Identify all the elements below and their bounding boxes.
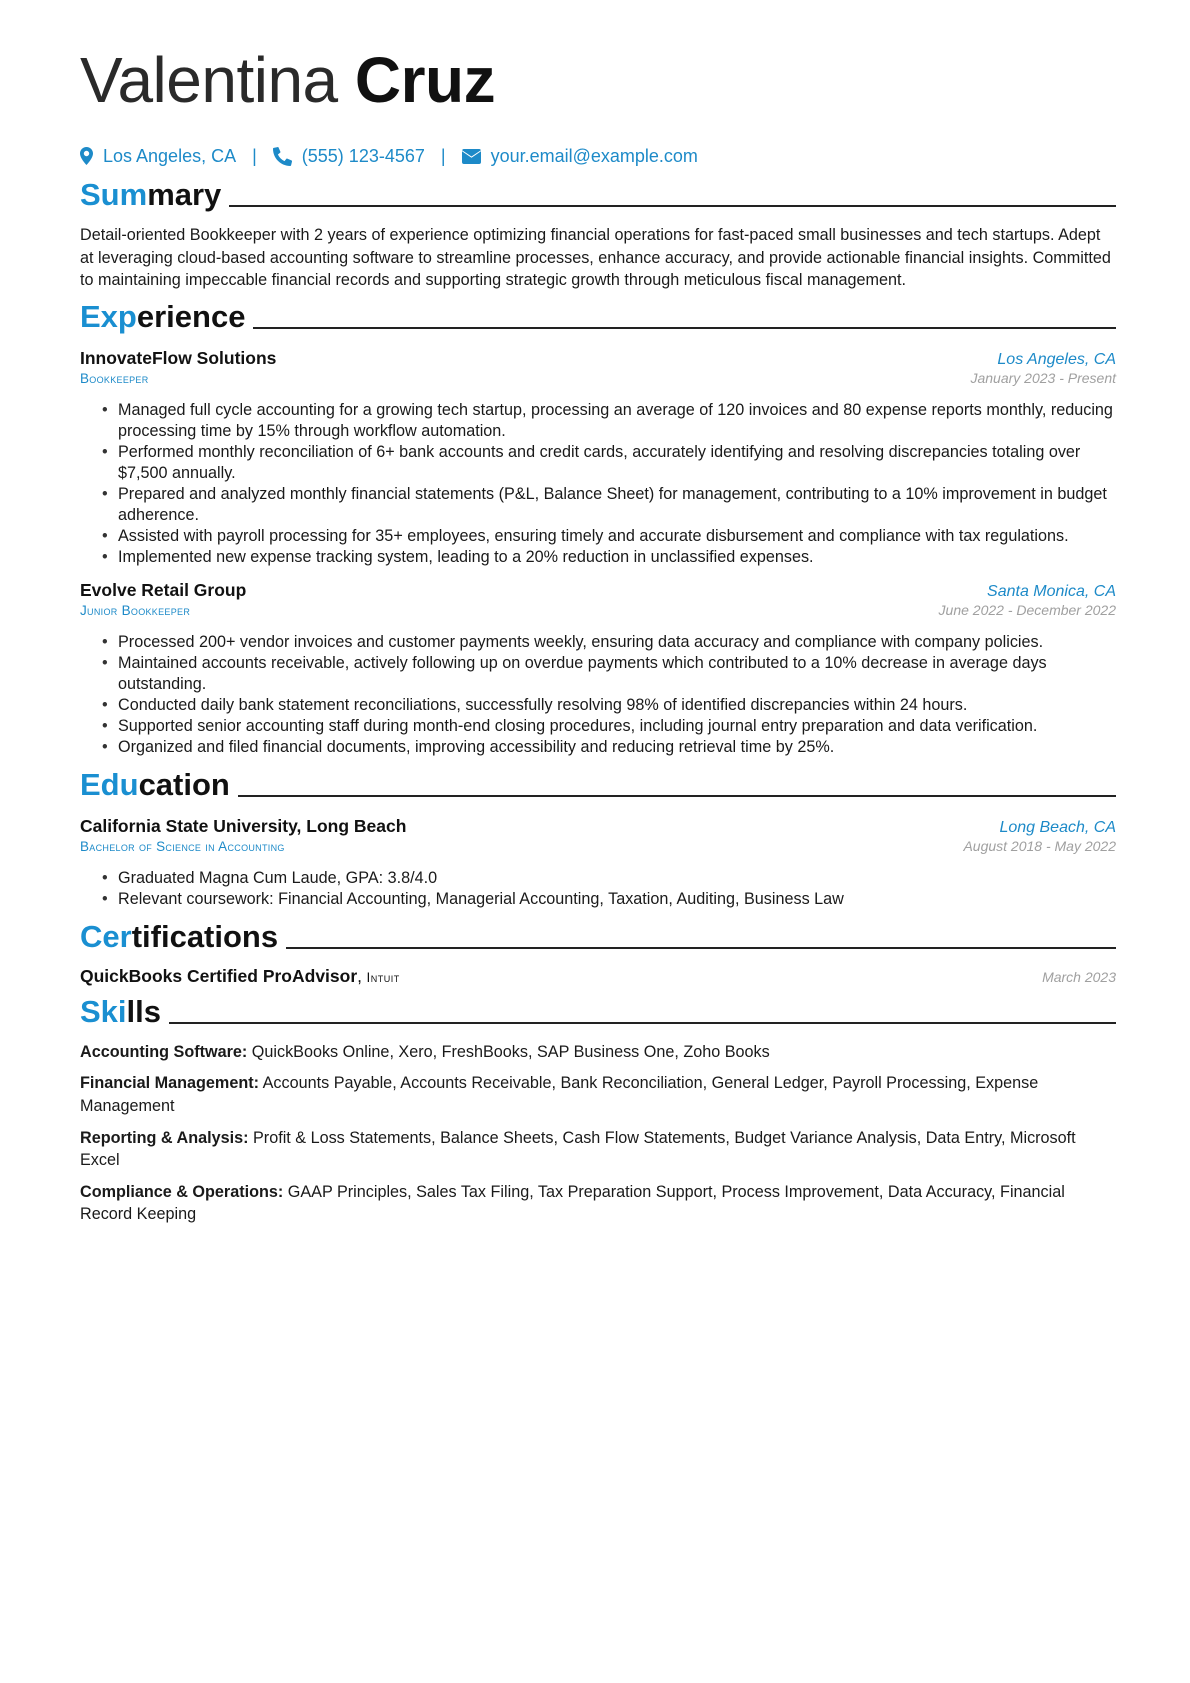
phone-icon bbox=[273, 147, 292, 166]
first-name: Valentina bbox=[80, 44, 338, 116]
list-item: • Supported senior accounting staff during month-end closing procedures, including journal entry preparation and data verification. bbox=[118, 716, 1116, 737]
degree: Bachelor of Science in Accounting bbox=[80, 838, 285, 854]
certification-issuer: Intuit bbox=[366, 969, 400, 985]
job-entry bbox=[80, 580, 1116, 758]
skill-label: Financial Management: bbox=[80, 1074, 259, 1093]
list-item: • Implemented new expense tracking system, leading to a 20% reduction in unclassified expenses. bbox=[118, 547, 1116, 568]
skill-value: Accounts Payable, Accounts Receivable, Bank Reconciliation, General Ledger, Payroll Processing, Expense Management bbox=[80, 1074, 1039, 1115]
skill-value: GAAP Principles, Sales Tax Filing, Tax Preparation Support, Process Improvement, Data Accuracy, Financial Record Keeping bbox=[80, 1182, 1065, 1224]
job-location: Los Angeles, CA bbox=[997, 350, 1116, 368]
envelope-icon bbox=[462, 149, 481, 164]
resume-page bbox=[80, 0, 1116, 1235]
education-entry bbox=[80, 816, 1116, 910]
job-bullets bbox=[80, 400, 1116, 568]
section-title: Education bbox=[80, 766, 230, 802]
section-rule bbox=[286, 947, 1116, 949]
email-text: your.email@example.com bbox=[490, 145, 698, 166]
section-rule bbox=[229, 205, 1116, 207]
education-bullets bbox=[80, 868, 1116, 910]
section-title: Skills bbox=[80, 993, 161, 1029]
resume-name bbox=[80, 40, 1116, 120]
certification-date: March 2023 bbox=[1042, 968, 1116, 985]
education-dates: August 2018 - May 2022 bbox=[963, 837, 1116, 854]
list-item: • Performed monthly reconciliation of 6+ bank accounts and credit cards, accurately identifying and resolving discrepancies totaling over $7,500 annually. bbox=[118, 442, 1116, 484]
section-rule bbox=[169, 1022, 1116, 1024]
job-entry bbox=[80, 348, 1116, 568]
section-title: Certifications bbox=[80, 918, 279, 954]
contact-line bbox=[80, 144, 1116, 168]
list-item: • Processed 200+ vendor invoices and customer payments weekly, ensuring data accuracy and compliance with company policies. bbox=[118, 632, 1116, 653]
school-name: California State University, Long Beach bbox=[80, 815, 407, 836]
skill-row bbox=[80, 1181, 1116, 1226]
job-bullets bbox=[80, 632, 1116, 758]
contact-location bbox=[80, 146, 236, 167]
location-text: Los Angeles, CA bbox=[103, 145, 237, 166]
company-name: Evolve Retail Group bbox=[80, 579, 247, 600]
last-name: Cruz bbox=[354, 44, 496, 116]
list-item: • Relevant coursework: Financial Accounting, Managerial Accounting, Taxation, Auditing, Business Law bbox=[118, 889, 1116, 910]
job-title: Bookkeeper bbox=[80, 370, 149, 386]
job-dates: June 2022 - December 2022 bbox=[938, 601, 1116, 618]
school-location: Long Beach, CA bbox=[999, 818, 1116, 836]
section-title: Experience bbox=[80, 298, 246, 334]
skill-label: Reporting & Analysis: bbox=[80, 1128, 249, 1147]
job-title: Junior Bookkeeper bbox=[80, 602, 191, 618]
section-rule bbox=[238, 795, 1116, 797]
skills-heading bbox=[80, 991, 1116, 1029]
job-location: Santa Monica, CA bbox=[987, 582, 1116, 600]
summary-heading bbox=[80, 174, 1116, 212]
section-rule bbox=[253, 327, 1116, 329]
certification-entry bbox=[80, 966, 1116, 987]
experience-heading bbox=[80, 296, 1116, 334]
skill-label: Compliance & Operations: bbox=[80, 1182, 284, 1201]
list-item: • Managed full cycle accounting for a growing tech startup, processing an average of 120 invoices and 80 expense reports monthly, reducing processing time by 15% through workflow automation. bbox=[118, 400, 1116, 442]
map-marker-icon bbox=[80, 147, 93, 165]
company-name: InnovateFlow Solutions bbox=[80, 347, 277, 368]
phone-text: (555) 123-4567 bbox=[301, 145, 425, 166]
list-item: • Prepared and analyzed monthly financial statements (P&L, Balance Sheet) for management, contributing to a 10% improvement in budget adherence. bbox=[118, 484, 1116, 526]
skill-row bbox=[80, 1072, 1116, 1117]
certifications-heading bbox=[80, 916, 1116, 954]
education-heading bbox=[80, 764, 1116, 802]
contact-separator: | bbox=[440, 145, 446, 166]
job-dates: January 2023 - Present bbox=[970, 369, 1116, 386]
summary-text: Detail-oriented Bookkeeper with 2 years of experience optimizing financial operations for fast-paced small businesses and tech startups. Adept at leveraging cloud-based accounting software to streamline processes, enhance accuracy, and provide actionable financial insights. Committed to maintaining impeccable financial records and supporting strategic growth through meticulous fiscal management. bbox=[80, 226, 1111, 290]
skills-list bbox=[80, 1041, 1116, 1226]
list-item: • Organized and filed financial documents, improving accessibility and reducing retrieval time by 25%. bbox=[118, 737, 1116, 758]
skill-row bbox=[80, 1127, 1116, 1172]
skill-value: Profit & Loss Statements, Balance Sheets, Cash Flow Statements, Budget Variance Analysis, Data Entry, Microsoft Excel bbox=[80, 1128, 1076, 1170]
list-item: • Graduated Magna Cum Laude, GPA: 3.8/4.0 bbox=[118, 868, 1116, 889]
list-item: • Maintained accounts receivable, actively following up on overdue payments which contributed to a 10% decrease in average days outstanding. bbox=[118, 653, 1116, 695]
skill-label: Accounting Software: bbox=[80, 1042, 248, 1061]
certification-name: QuickBooks Certified ProAdvisor bbox=[80, 965, 358, 986]
contact-email[interactable] bbox=[462, 146, 698, 167]
contact-phone[interactable] bbox=[273, 146, 425, 167]
section-title: Summary bbox=[80, 177, 222, 212]
skill-value: QuickBooks Online, Xero, FreshBooks, SAP Business One, Zoho Books bbox=[251, 1042, 770, 1061]
contact-separator: | bbox=[252, 145, 257, 166]
list-item: • Assisted with payroll processing for 35+ employees, ensuring timely and accurate disbursement and compliance with tax regulations. bbox=[118, 526, 1116, 547]
skill-row bbox=[80, 1041, 1116, 1064]
list-item: • Conducted daily bank statement reconciliations, successfully resolving 98% of identified discrepancies within 24 hours. bbox=[118, 695, 1116, 716]
certification-comma: , bbox=[357, 965, 363, 986]
